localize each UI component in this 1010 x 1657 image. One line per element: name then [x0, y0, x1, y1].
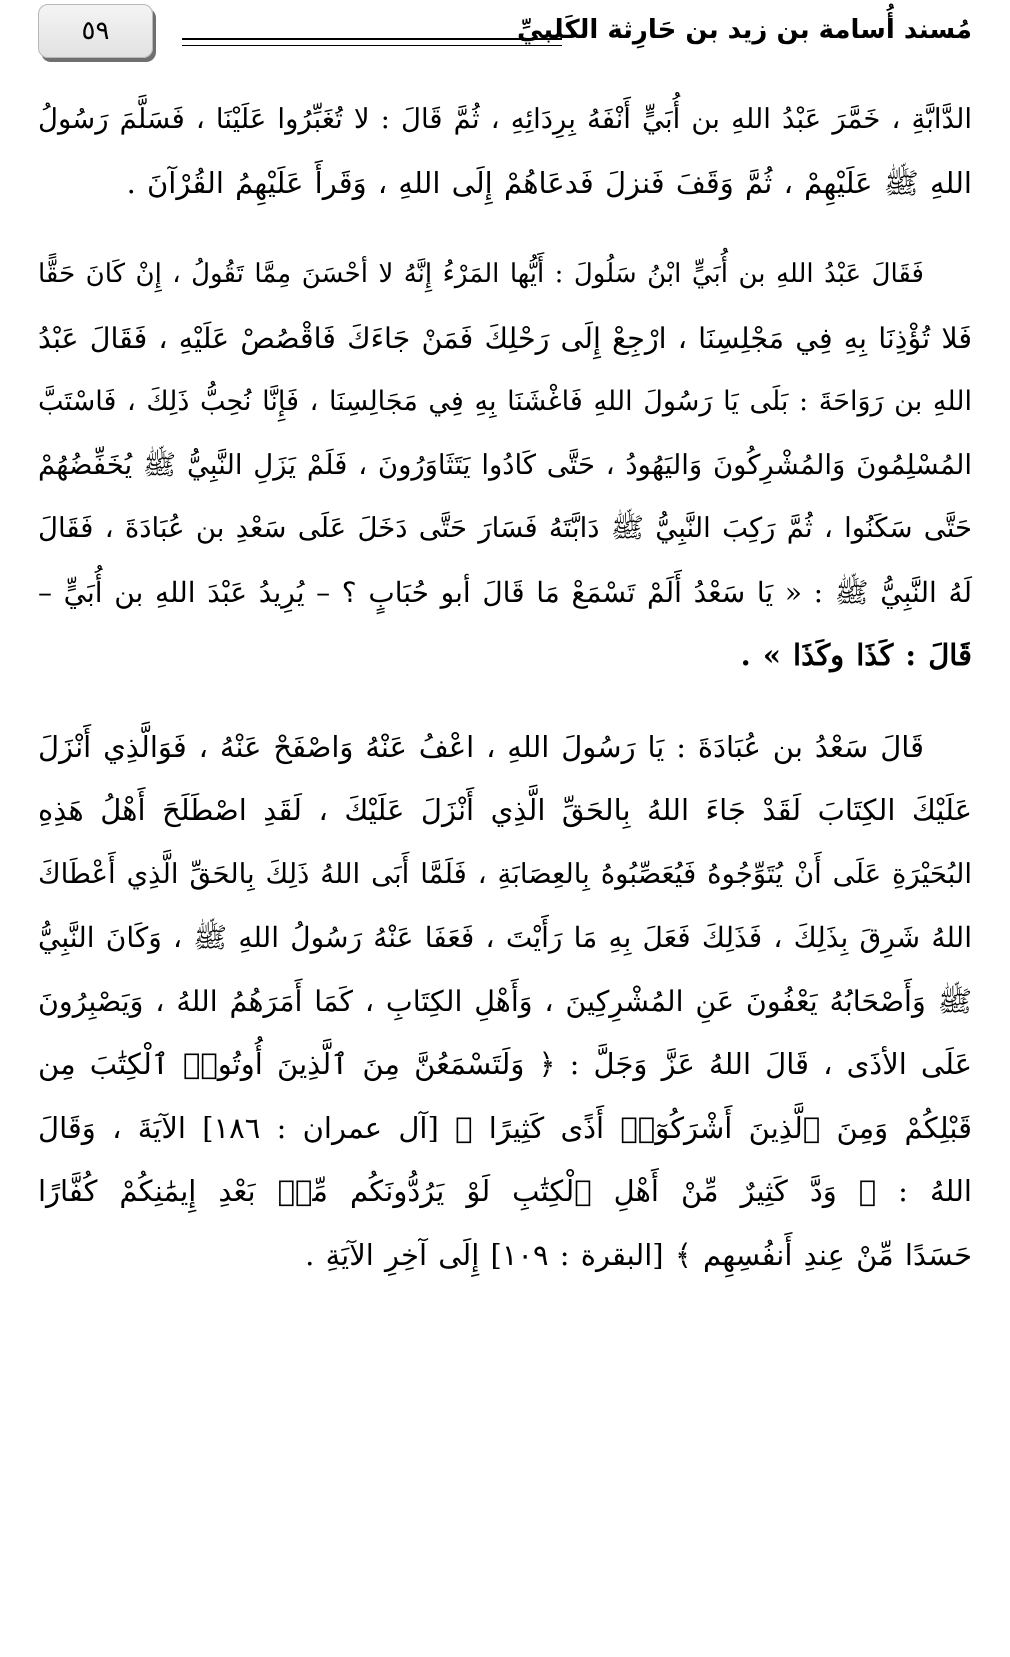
text-line: فَقَالَ عَبْدُ اللهِ بن أُبَيٍّ ابْنُ سَلُولَ : أَيُّها المَرْءُ إِنَّهُ لا أحْسَنَ مِمَّا تَقُولُ ، إِنْ كَانَ حَقًّا — [38, 259, 924, 289]
header-rule — [182, 38, 562, 40]
text-line: عَلَيْكَ الكِتَابَ لَقَدْ جَاءَ اللهُ بِالحَقِّ الَّذِي أَنْزَلَ عَلَيْكَ ، لَقَدِ اصْطَلَحَ أَهْلُ هَذِهِ — [38, 793, 972, 827]
text-line: الدَّابَّةِ ، خَمَّرَ عَبْدُ اللهِ بن أُبَيٍّ أَنْفَهُ بِرِدَائِهِ ، ثُمَّ قَالَ : لا تُغَبِّرُوا عَلَيْنَا ، فَسَلَّمَ رَسُولُ — [38, 103, 972, 135]
header-rule-secondary — [182, 45, 562, 46]
text-line: عَلَى الأذَى ، قَالَ اللهُ عَزَّ وَجَلَّ : ﴿ وَلَتَسْمَعُنَّ مِنَ ٱلَّذِينَ أُوتُوا۟ ٱلْكِتَٰبَ مِن — [38, 1047, 972, 1081]
page-body — [38, 88, 972, 1287]
paragraph-1 — [38, 88, 972, 215]
text-line: قَالَ سَعْدُ بن عُبَادَةَ : يَا رَسُولَ اللهِ ، اعْفُ عَنْهُ وَاصْفَحْ عَنْهُ ، فَوَالَّذِي أَنْزَلَ — [38, 729, 924, 764]
text-line: البُحَيْرَةِ عَلَى أَنْ يُتَوِّجُوهُ فَيُعَصِّبُوهُ بِالعِصَابَةِ ، فَلَمَّا أَبَى اللهُ ذَلِكَ بِالحَقِّ الَّذِي أَعْطَاكَ — [38, 857, 972, 890]
running-title: مُسند أُسامة بن زيد بن حَارِثة الكَلبيِّ — [517, 15, 972, 45]
text-line: اللهِ ﷺ عَلَيْهِمْ ، ثُمَّ وَقَفَ فَنزلَ فَدعَاهُمْ إِلَى اللهِ ، وَقَرأَ عَلَيْهِمُ القُرْآنَ . — [126, 165, 972, 200]
page-header — [0, 0, 1010, 75]
text-line: اللهِ بن رَوَاحَةَ : بَلَى يَا رَسُولَ اللهِ فَاغْشَنَا بِهِ فِي مَجَالِسِنَا ، فَإِنَّا نُحِبُّ ذَلِكَ ، فَاسْتَبَّ — [38, 386, 972, 417]
text-line: قَالَ : كَذَا وكَذَا » . — [740, 638, 972, 672]
text-line: حَسَدًا مِّنْ عِندِ أَنفُسِهِم ﴾ [البقرة : ١٠٩] إِلَى آخِرِ الآيَةِ . — [305, 1237, 972, 1272]
page-number-tab — [38, 4, 153, 58]
text-line: ﷺ وَأَصْحَابُهُ يَعْفُونَ عَنِ المُشْرِكِينَ ، وَأَهْلِ الكِتَابِ ، كَمَا أَمَرَهُمُ اللهُ ، وَيَصْبِرُونَ — [38, 984, 972, 1018]
text-line: لَهُ النَّبِيُّ ﷺ : « يَا سَعْدُ أَلَمْ تَسْمَعْ مَا قَالَ أبو حُبَابٍ ؟ – يُرِيدُ عَبْدَ اللهِ بن أُبَيٍّ – — [38, 575, 972, 609]
text-line: فَلا تُؤْذِنَا بِهِ فِي مَجْلِسِنَا ، ارْجِعْ إِلَى رَحْلِكَ فَمَنْ جَاءَكَ فَاقْصُصْ عَلَيْهِ ، فَقَالَ عَبْدُ — [38, 321, 972, 355]
paragraph-spacer — [38, 215, 972, 243]
paragraph-2 — [38, 243, 972, 688]
text-line: حَتَّى سَكَنُوا ، ثُمَّ رَكِبَ النَّبِيُّ ﷺ دَابَّتَهُ فَسَارَ حَتَّى دَخَلَ عَلَى سَعْدِ بن عُبَادَةَ ، فَقَالَ — [38, 512, 972, 544]
text-line: قَبْلِكُمْ وَمِنَ ٱلَّذِينَ أَشْرَكُوٓا۟ أَذًى كَثِيرًا ﴾ [آل عمران : ١٨٦] الآيَةَ ، وَقَالَ — [38, 1110, 972, 1145]
text-line: المُسْلِمُونَ وَالمُشْرِكُونَ وَاليَهُودُ ، حَتَّى كَادُوا يَتَثَاوَرُونَ ، فَلَمْ يَزَلِ النَّبِيُّ ﷺ يُخَفِّضُهُمْ — [38, 448, 972, 481]
paragraph-3 — [38, 716, 972, 1288]
page-number: ٥٩ — [81, 16, 110, 46]
text-line: اللهُ شَرِقَ بِذَلِكَ ، فَذَلِكَ فَعَلَ بِهِ مَا رَأَيْتَ ، فَعَفَا عَنْهُ رَسُولُ اللهِ ﷺ ، وَكَانَ النَّبِيُّ — [38, 921, 972, 954]
text-line: اللهُ : ﴿ وَدَّ كَثِيرٌ مِّنْ أَهْلِ ٱلْكِتَٰبِ لَوْ يَرُدُّونَكُم مِّنۢ بَعْدِ إِيمَٰنِكُمْ كُفَّارًا — [38, 1174, 972, 1208]
paragraph-spacer — [38, 688, 972, 716]
